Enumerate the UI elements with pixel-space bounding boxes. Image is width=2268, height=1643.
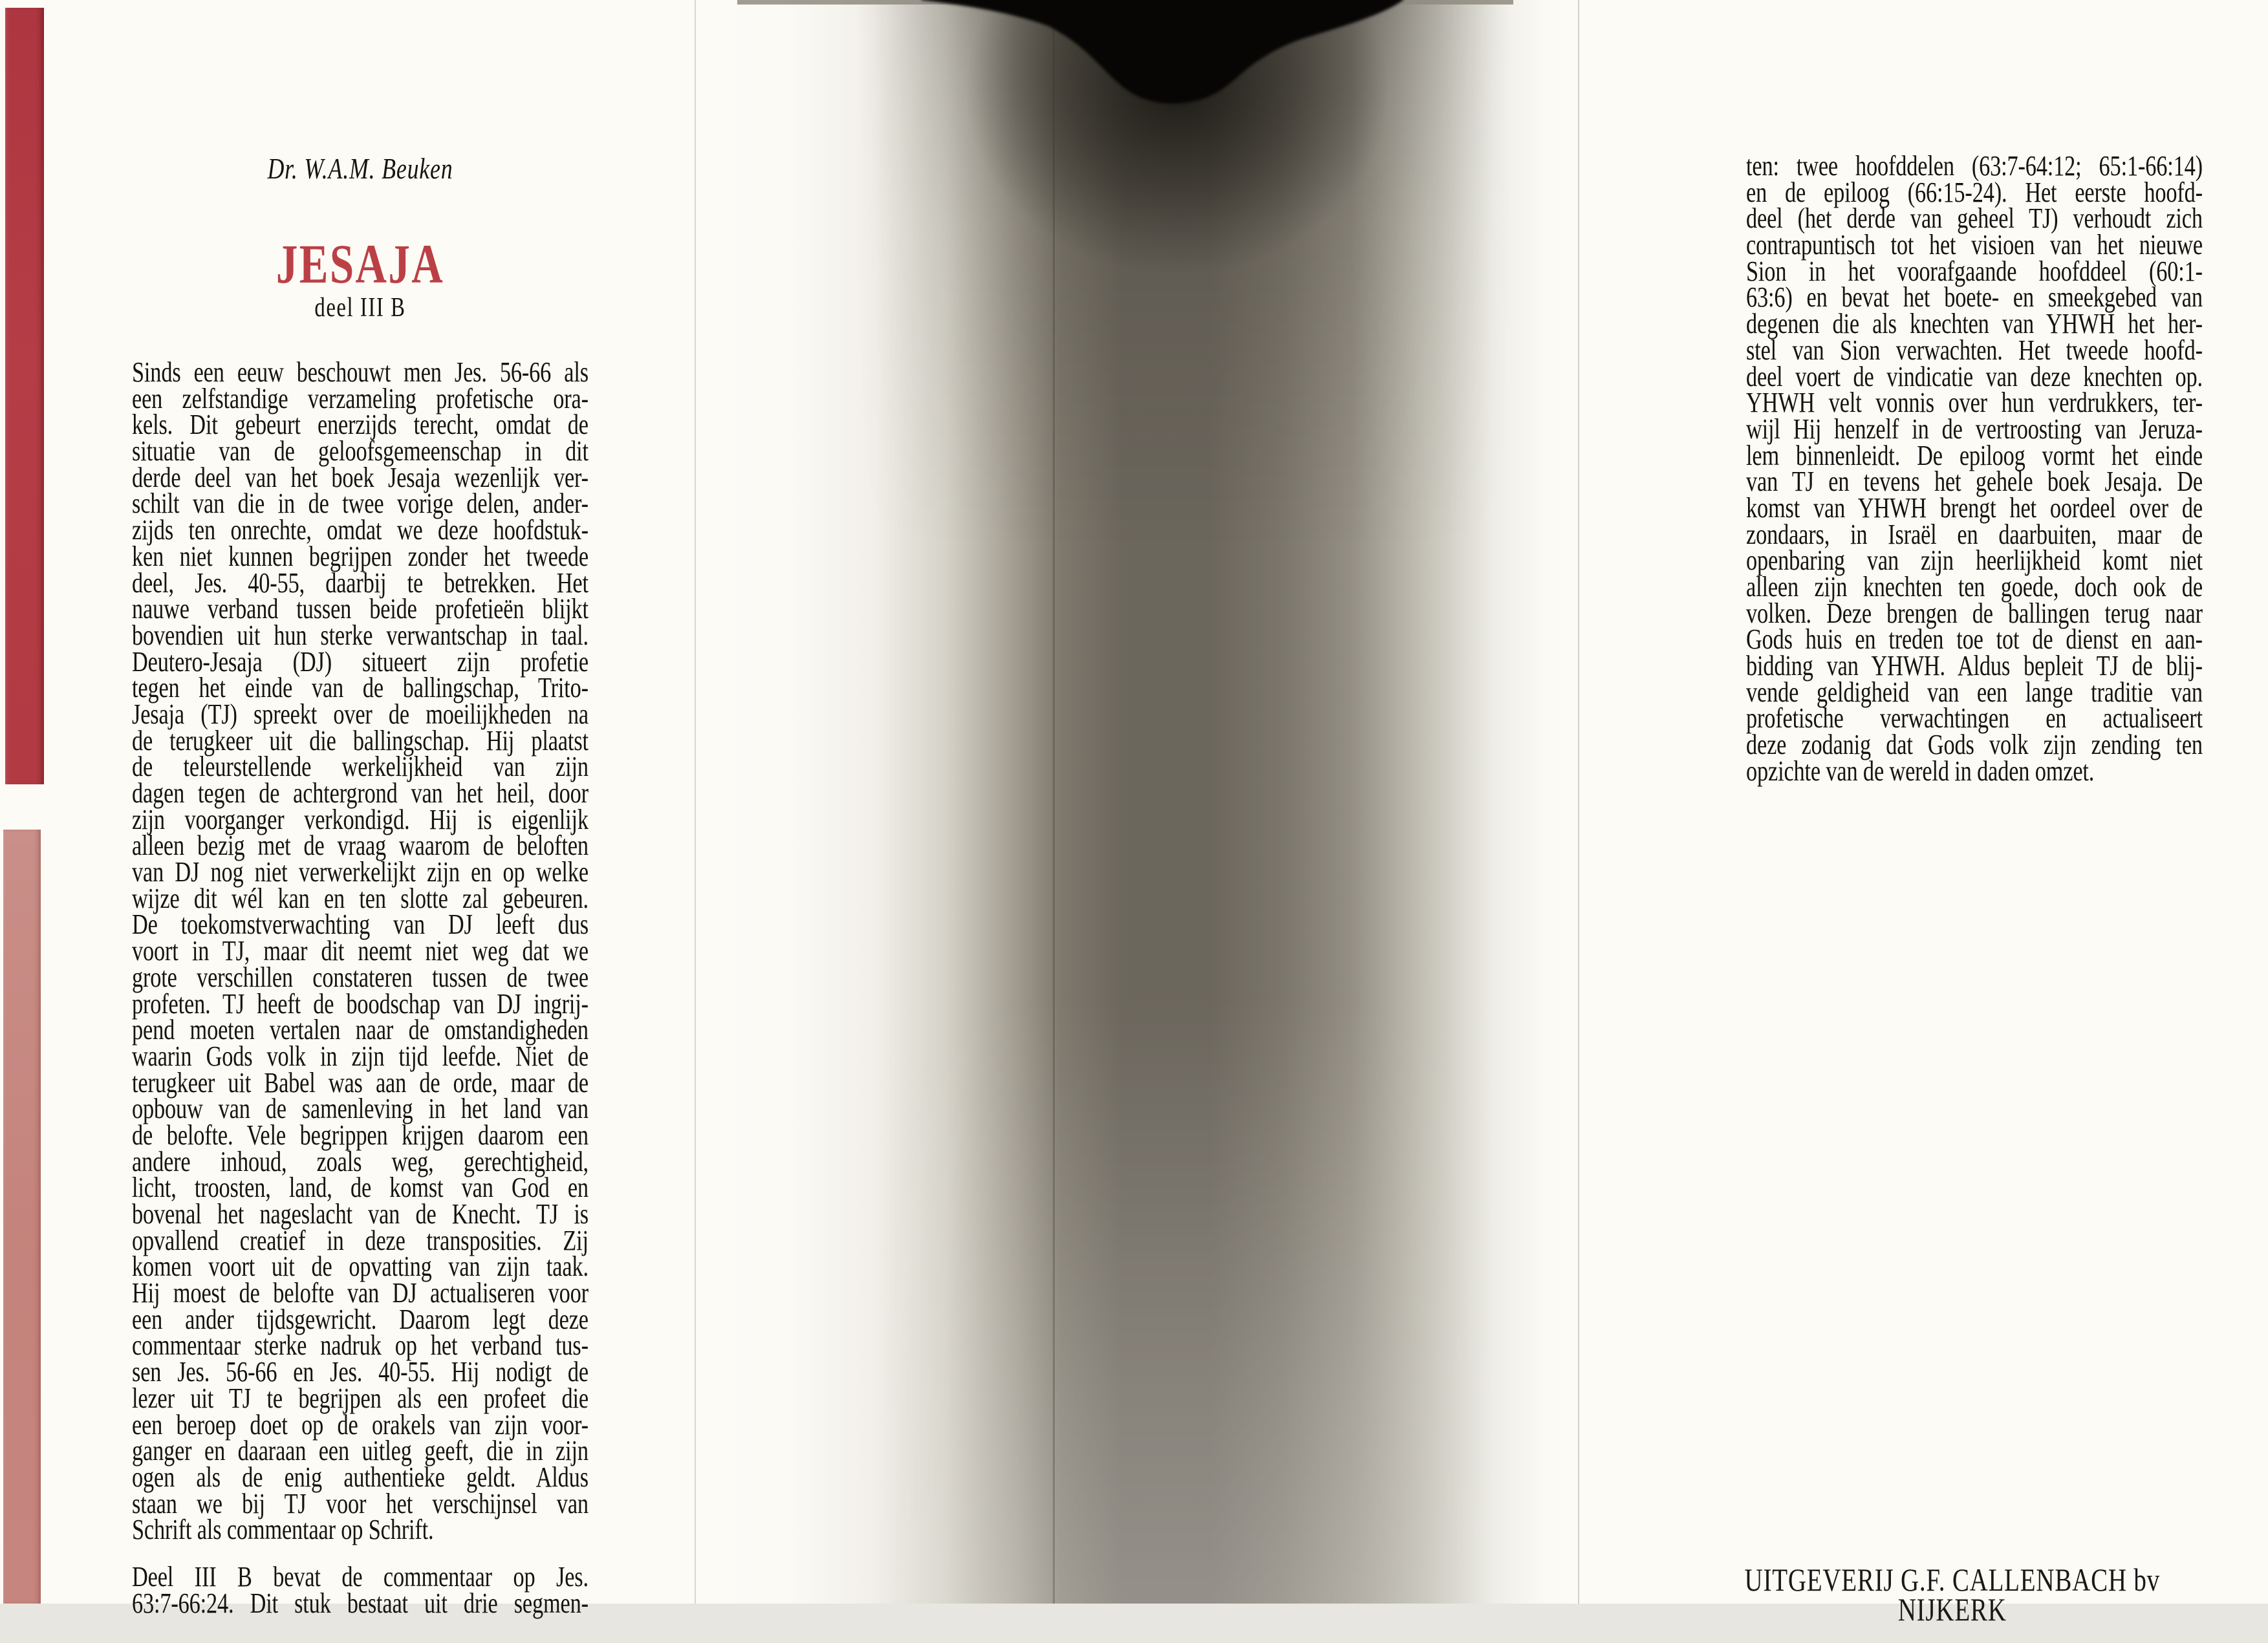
- text-line: de teleurstellende werkelijkheid van zijn: [132, 751, 589, 783]
- text-line: tegen het einde van de ballingschap, Trito-: [132, 672, 589, 704]
- text-line: volken. Deze brengen de ballingen terug naar: [1746, 597, 2203, 629]
- left-flap-body-text: [132, 356, 589, 1619]
- text-line: Gods huis en treden toe tot de dienst en aan-: [1746, 623, 2203, 656]
- text-line: komen voort uit de opvatting van zijn taak.: [132, 1251, 589, 1283]
- text-line: kels. Dit gebeurt enerzijds terecht, omdat de: [132, 409, 589, 441]
- fold-crease-line: [1053, 0, 1055, 1604]
- text-line: 63:7-66:24. Dit stuk bestaat uit drie segmen-: [132, 1587, 589, 1619]
- text-line: Hij moest de belofte van DJ actualiseren voor: [132, 1277, 589, 1309]
- text-line: de terugkeer uit die ballingschap. Hij plaatst: [132, 724, 589, 757]
- text-line: deel (het derde van geheel TJ) verhoudt zich: [1746, 202, 2203, 235]
- publisher-name: UITGEVERIJ G.F. CALLENBACH bv: [1744, 1562, 2160, 1598]
- red-stripe-top: [5, 8, 44, 784]
- text-line: de belofte. Vele begrippen krijgen daarom een: [132, 1119, 589, 1151]
- text-line: zijn voorganger verkondigd. Hij is eigenlijk: [132, 803, 589, 835]
- spine-gap-black-shape: [698, 0, 1581, 194]
- text-line: derde deel van het boek Jesaja wezenlijk ver-: [132, 461, 589, 493]
- text-line: komst van YHWH brengt het oordeel over de: [1746, 491, 2203, 524]
- text-line: een beroep doet op de orakels van zijn voor-: [132, 1408, 589, 1441]
- text-line: licht, troosten, land, de komst van God en: [132, 1172, 589, 1204]
- text-line: Deel III B bevat de commentaar op Jes.: [132, 1560, 589, 1593]
- text-line: alleen bezig met de vraag waarom de beloften: [132, 830, 589, 862]
- text-line: een zelfstandige verzameling profetische ora-: [132, 382, 589, 414]
- right-flap: [1746, 150, 2203, 787]
- text-line: pend moeten vertalen naar de omstandigheden: [132, 1014, 589, 1046]
- text-line: waarin Gods volk in zijn tijd leefde. Niet de: [132, 1040, 589, 1072]
- text-line: YHWH velt vonnis over hun verdrukkers, ter-: [1746, 387, 2203, 419]
- text-line: ganger en daaraan een uitleg geeft, die in zijn: [132, 1435, 589, 1467]
- text-line: sen Jes. 56-66 en Jes. 40-55. Hij nodigt de: [132, 1356, 589, 1388]
- text-line: alleen zijn knechten ten goede, doch ook de: [1746, 571, 2203, 603]
- text-line: situatie van de geloofsgemeenschap in dit: [132, 435, 589, 467]
- text-line: commentaar sterke nadruk op het verband tus-: [132, 1329, 589, 1362]
- text-line: zondaars, in Israël en daarbuiten, maar de: [1746, 518, 2203, 550]
- text-line: een ander tijdsgewricht. Daarom legt deze: [132, 1303, 589, 1335]
- text-line: stel van Sion verwachten. Het tweede hoofd-: [1746, 334, 2203, 366]
- text-line: deel voert de vindicatie van deze knechten op.: [1746, 360, 2203, 392]
- text-line: wijze dit wél kan en ten slotte zal gebeuren.: [132, 882, 589, 914]
- text-line: deze zodanig dat Gods volk zijn zending ten: [1746, 729, 2203, 761]
- author-name: Dr. W.A.M. Beuken: [267, 152, 453, 185]
- right-flap-body-text: [1746, 150, 2203, 787]
- text-line: lezer uit TJ te begrijpen als een profeet die: [132, 1382, 589, 1414]
- text-line: terugkeer uit Babel was aan de orde, maar de: [132, 1066, 589, 1099]
- flap-paragraph: [1746, 150, 2203, 787]
- text-line: profetische verwachtingen en actualiseert: [1746, 702, 2203, 735]
- text-line: zijds ten onrechte, omdat we deze hoofdstuk-: [132, 514, 589, 546]
- text-line: profeten. TJ heeft de boodschap van DJ ingrij-: [132, 987, 589, 1020]
- text-line: Schrift als commentaar op Schrift.: [132, 1514, 434, 1546]
- text-line: vende geldigheid van een lange traditie van: [1746, 676, 2203, 708]
- text-line: contrapuntisch tot het visioen van het nieuwe: [1746, 229, 2203, 261]
- text-line: degenen die als knechten van YHWH het her-: [1746, 308, 2203, 340]
- book-subtitle: deel III B: [314, 293, 406, 323]
- text-line: staan we bij TJ voor het verschijnsel van: [132, 1487, 589, 1520]
- left-flap: [132, 0, 589, 1619]
- left-flap-edge-line: [695, 0, 696, 1604]
- text-line: bovendien uit hun sterke verwantschap in taal.: [132, 619, 589, 651]
- text-line: openbaring van zijn heerlijkheid komt niet: [1746, 544, 2203, 577]
- text-line: Sinds een eeuw beschouwt men Jes. 56-66 als: [132, 356, 589, 388]
- text-line: Jesaja (TJ) spreekt over de moeilijkheden na: [132, 698, 589, 730]
- flap-paragraph: [132, 1560, 589, 1619]
- text-line: opbouw van de samenleving in het land van: [132, 1093, 589, 1125]
- text-line: 63:6) en bevat het boete- en smeekgebed van: [1746, 281, 2203, 314]
- text-line: Sion in het voorafgaande hoofddeel (60:1-: [1746, 255, 2203, 287]
- text-line: De toekomstverwachting van DJ leeft dus: [132, 908, 589, 941]
- salmon-stripe-bottom: [3, 830, 41, 1604]
- text-line: van DJ nog niet verwerkelijkt zijn en op welke: [132, 856, 589, 888]
- text-line: en de epiloog (66:15-24). Het eerste hoofd-: [1746, 176, 2203, 208]
- text-line: schilt van die in de twee vorige delen, ander-: [132, 488, 589, 520]
- flap-paragraph: [132, 356, 589, 1546]
- text-line: opvallend creatief in deze transposities. Zij: [132, 1224, 589, 1256]
- right-flap-edge-line: [1578, 0, 1579, 1604]
- text-line: voort in TJ, maar dit neemt niet weg dat we: [132, 935, 589, 967]
- book-title: JESAJA: [275, 233, 444, 295]
- text-line: ogen als de enig authentieke geldt. Aldus: [132, 1461, 589, 1493]
- text-line: ken niet kunnen begrijpen zonder het tweede: [132, 540, 589, 572]
- text-line: bidding van YHWH. Aldus bepleit TJ de blij-: [1746, 650, 2203, 682]
- text-line: ten: twee hoofddelen (63:7-64:12; 65:1-66:14): [1746, 150, 2203, 182]
- text-line: bovenal het nageslacht van de Knecht. TJ is: [132, 1198, 589, 1230]
- text-line: deel, Jes. 40-55, daarbij te betrekken. Het: [132, 566, 589, 599]
- fold-top-dark-glow: [698, 0, 1581, 1604]
- text-line: Deutero-Jesaja (DJ) situeert zijn profetie: [132, 645, 589, 678]
- text-line: van TJ en tevens het gehele boek Jesaja. De: [1746, 466, 2203, 498]
- text-line: andere inhoud, zoals weg, gerechtigheid,: [132, 1145, 589, 1177]
- text-line: lem binnenleidt. De epiloog vormt het einde: [1746, 439, 2203, 471]
- text-line: opzichte van de wereld in daden omzet.: [1746, 755, 2095, 787]
- spine-fold-shadow: [698, 0, 1581, 1604]
- publisher-city: NIJKERK: [1897, 1591, 2007, 1627]
- text-line: nauwe verband tussen beide profetieën blijkt: [132, 593, 589, 625]
- publisher-imprint: [1718, 1562, 2187, 1627]
- text-line: wijl Hij henzelf in de vertroosting van Jeruza-: [1746, 413, 2203, 445]
- text-line: dagen tegen de achtergrond van het heil, door: [132, 777, 589, 809]
- text-line: grote verschillen constateren tussen de twee: [132, 961, 589, 993]
